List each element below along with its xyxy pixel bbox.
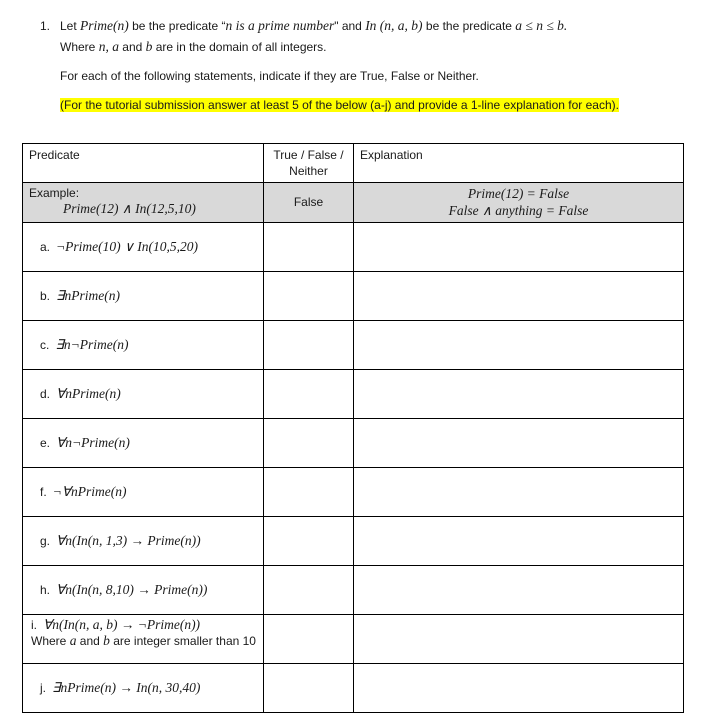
row-math: ∀nPrime(n) bbox=[56, 386, 121, 401]
row-label: c. bbox=[40, 338, 50, 352]
row-math: ∀n(In(n, a, b) → ¬Prime(n)) bbox=[43, 617, 201, 632]
row-label: j. bbox=[40, 681, 46, 695]
row-math: ∀n¬Prime(n) bbox=[56, 435, 130, 450]
text: Where bbox=[60, 40, 99, 54]
row-math: ∃nPrime(n) bbox=[56, 288, 121, 303]
example-math: Prime(12) ∧ In(12,5,10) bbox=[63, 201, 196, 216]
explanation-cell[interactable] bbox=[354, 517, 684, 566]
explanation-line: False ∧ anything = False bbox=[448, 203, 589, 218]
row-label: b. bbox=[40, 289, 51, 303]
table-row bbox=[23, 566, 684, 615]
answer-cell[interactable] bbox=[264, 223, 354, 272]
explanation-cell[interactable] bbox=[354, 419, 684, 468]
explanation-cell[interactable] bbox=[354, 321, 684, 370]
row-math: ∀n(In(n, 8,10) → Prime(n)) bbox=[56, 582, 208, 597]
row-math: ¬Prime(10) ∨ In(10,5,20) bbox=[56, 239, 198, 254]
text: Where bbox=[31, 634, 70, 648]
header-predicate: Predicate bbox=[23, 144, 264, 183]
math: In (n, a, b) bbox=[365, 18, 423, 33]
predicate-cell bbox=[23, 321, 264, 370]
math: a ≤ n ≤ b. bbox=[515, 18, 568, 33]
row-label: e. bbox=[40, 436, 51, 450]
math: b bbox=[103, 633, 110, 648]
row-math: ∀n(In(n, 1,3) → Prime(n)) bbox=[56, 533, 201, 548]
row-math: ∃n¬Prime(n) bbox=[55, 337, 129, 352]
example-row bbox=[23, 183, 684, 223]
answer-cell[interactable] bbox=[264, 664, 354, 713]
table-row bbox=[23, 517, 684, 566]
table-row bbox=[23, 272, 684, 321]
predicate-cell bbox=[23, 566, 264, 615]
highlighted-text: (For the tutorial submission answer at least 5 of the below (a-j) and provide a 1-line explanation for each). bbox=[60, 98, 619, 112]
explanation-cell[interactable] bbox=[354, 566, 684, 615]
predicate-cell bbox=[23, 419, 264, 468]
predicate-table bbox=[22, 143, 684, 713]
text: Let bbox=[60, 19, 81, 33]
submission-note bbox=[60, 96, 619, 114]
example-answer: False bbox=[264, 183, 354, 223]
explanation-cell[interactable] bbox=[354, 370, 684, 419]
math: Prime(n) bbox=[80, 18, 129, 33]
answer-cell[interactable] bbox=[264, 370, 354, 419]
text: and bbox=[76, 634, 104, 648]
table-header-row bbox=[23, 144, 684, 183]
answer-cell[interactable] bbox=[264, 517, 354, 566]
math: n is a prime number bbox=[225, 18, 335, 33]
example-predicate bbox=[23, 183, 264, 223]
table-row bbox=[23, 321, 684, 370]
predicate-cell bbox=[23, 223, 264, 272]
predicate-cell bbox=[23, 272, 264, 321]
explanation-cell[interactable] bbox=[354, 615, 684, 664]
row-label: h. bbox=[40, 583, 51, 597]
text: and bbox=[118, 40, 146, 54]
example-label: Example: bbox=[29, 186, 80, 200]
table-row bbox=[23, 615, 684, 664]
math: a bbox=[69, 633, 77, 648]
question-domain bbox=[60, 38, 327, 56]
table-row bbox=[23, 419, 684, 468]
table-row bbox=[23, 223, 684, 272]
predicate-cell bbox=[23, 664, 264, 713]
explanation-cell[interactable] bbox=[354, 664, 684, 713]
answer-cell[interactable] bbox=[264, 272, 354, 321]
explanation-cell[interactable] bbox=[354, 223, 684, 272]
answer-cell[interactable] bbox=[264, 468, 354, 517]
row-math: ∃nPrime(n) → In(n, 30,40) bbox=[52, 680, 201, 695]
answer-cell[interactable] bbox=[264, 321, 354, 370]
explanation-cell[interactable] bbox=[354, 272, 684, 321]
text: are in the domain of all integers. bbox=[152, 40, 327, 54]
row-math: ¬∀nPrime(n) bbox=[52, 484, 127, 499]
predicate-cell bbox=[23, 615, 264, 664]
row-label: g. bbox=[40, 534, 51, 548]
explanation-cell[interactable] bbox=[354, 468, 684, 517]
row-label: i. bbox=[31, 618, 37, 632]
question-instruction: For each of the following statements, indicate if they are True, False or Neither. bbox=[60, 69, 479, 83]
header-explanation: Explanation bbox=[354, 144, 684, 183]
header-truth: True / False / Neither bbox=[264, 144, 354, 183]
example-explanation bbox=[354, 183, 684, 223]
table-row bbox=[23, 664, 684, 713]
row-note bbox=[31, 634, 256, 648]
answer-cell[interactable] bbox=[264, 615, 354, 664]
row-label: a. bbox=[40, 240, 51, 254]
text: be the predicate bbox=[422, 19, 516, 33]
answer-cell[interactable] bbox=[264, 419, 354, 468]
table-row bbox=[23, 468, 684, 517]
question-intro bbox=[60, 17, 567, 35]
text: are integer smaller than 10 bbox=[109, 634, 256, 648]
answer-cell[interactable] bbox=[264, 566, 354, 615]
row-label: f. bbox=[40, 485, 47, 499]
math: n, a bbox=[98, 39, 119, 54]
row-label: d. bbox=[40, 387, 51, 401]
text: be the predicate “ bbox=[128, 19, 226, 33]
explanation-line: Prime(12) = False bbox=[467, 186, 570, 201]
predicate-cell bbox=[23, 517, 264, 566]
math: b bbox=[145, 39, 153, 54]
table-row bbox=[23, 370, 684, 419]
question-number: 1. bbox=[40, 19, 51, 33]
predicate-cell bbox=[23, 370, 264, 419]
predicate-cell bbox=[23, 468, 264, 517]
text: " and bbox=[334, 19, 366, 33]
